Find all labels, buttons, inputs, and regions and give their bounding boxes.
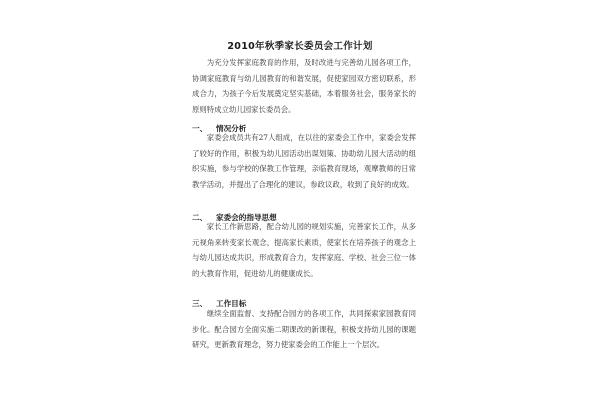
section-title-1: 情况分析 bbox=[216, 124, 247, 133]
section-title-2: 家委会的指导思想 bbox=[216, 213, 277, 222]
section-body-1: 家委会成员共有27人组成，在以往的家委会工作中，家委会发挥了较好的作用，积极为幼儿园活动出谋划策、协助幼儿园大活动的组织实施，参与学校的保教工作管理，亲临教育现场，观摩教师的日常教学活动，并提出了合理化的建议，参政议政，收到了良好的成效。 bbox=[192, 133, 416, 189]
section-title-3: 工作目标 bbox=[216, 299, 247, 308]
section-number-2: 二、 bbox=[192, 213, 208, 222]
section-number-3: 三、 bbox=[192, 299, 208, 308]
section-body-2: 家长工作新思路，配合幼儿园的规划实施，完善家长工作，从多元视角来转变家长观念，提高家长素质，使家长在培养孩子的观念上与幼儿园达成共识，形成教育合力，发挥家庭、学校、社会三位一体的大教育作用，促进幼儿的健康成长。 bbox=[192, 222, 416, 278]
section-body-3: 继续全面监督、支持配合园方的各项工作，共同探索家园教育同步化。配合园方全面实施二期课改的新课程，积极支持幼儿园的课题研究，更新教育理念，努力使家委会的工作能上一个层次。 bbox=[192, 309, 416, 349]
section-number-1: 一、 bbox=[192, 124, 208, 133]
intro-paragraph: 为充分发挥家庭教育的作用，及时改进与完善幼儿园各项工作，协调家庭教育与幼儿园教育的和谐发展，促使家园双方密切联系，形成合力，为孩子今后发展奠定坚实基础，本着服务社会，服务家长的原则特成立幼儿园家长委员会。 bbox=[192, 58, 416, 114]
document-title: 2010年秋季家长委员会工作计划 bbox=[227, 41, 373, 52]
